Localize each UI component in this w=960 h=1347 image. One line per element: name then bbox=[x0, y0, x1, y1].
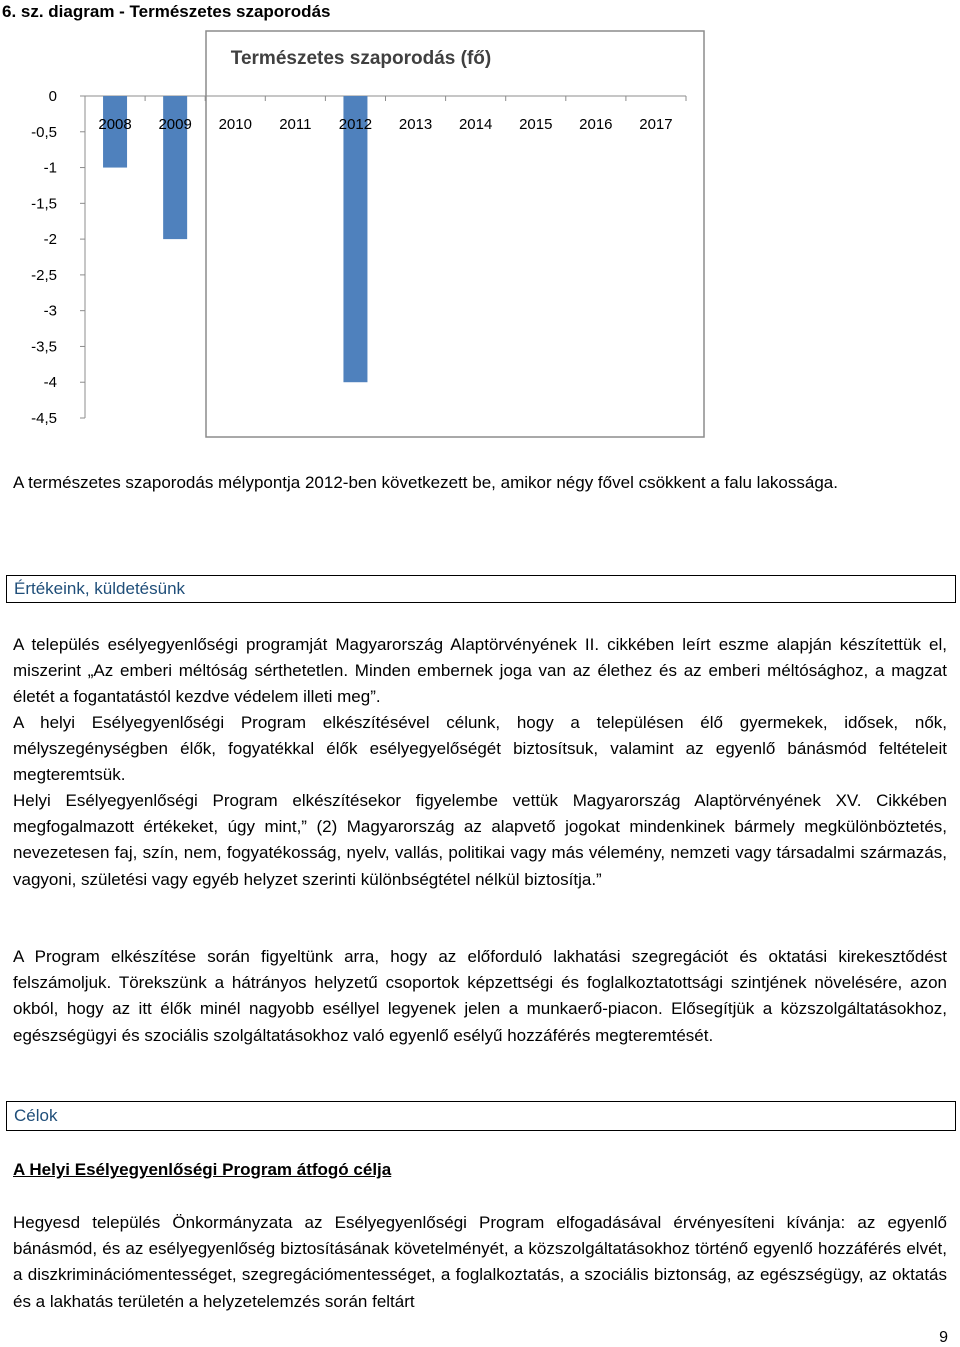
x-tick-label: 2009 bbox=[158, 116, 192, 133]
y-tick-label: 0 bbox=[48, 88, 57, 105]
y-tick-label: -3 bbox=[43, 302, 57, 320]
chart-border bbox=[206, 31, 704, 437]
paragraph-goal: A helyi Esélyegyenlőségi Program elkészítésével célunk, hogy a településen élő gyermekek, idősek, nők, mélyszegénységben élők, fogyatékkal élők esélyegyelőségét biztosítsuk, valamint az egyenlő bánásmód feltételeit megteremtsük. bbox=[13, 713, 947, 785]
x-tick-label: 2010 bbox=[218, 116, 252, 133]
x-tick-label: 2008 bbox=[98, 116, 132, 133]
goals-heading-box bbox=[6, 1101, 956, 1131]
x-tick-label: 2017 bbox=[639, 116, 673, 133]
x-tick-label: 2012 bbox=[338, 116, 373, 133]
page-number: 9 bbox=[939, 1329, 948, 1346]
paragraph-intro: A természetes szaporodás mélypontja 2012-ben következett be, amikor négy fővel csökkent a falu lakossága. bbox=[13, 473, 838, 492]
y-tick-label: -1 bbox=[43, 159, 57, 177]
x-tick-label: 2013 bbox=[398, 116, 433, 133]
natural-increase-chart bbox=[0, 28, 960, 443]
x-tick-label: 2015 bbox=[519, 116, 553, 133]
y-tick-label: -2 bbox=[43, 231, 57, 249]
x-tick-label: 2011 bbox=[279, 116, 312, 133]
y-tick-label: -3,5 bbox=[31, 338, 57, 356]
y-tick-label: -4 bbox=[43, 374, 57, 392]
paragraph-constitution: A település esélyegyenlőségi programját Magyarország Alaptörvényének II. cikkében leírt eszme alapján készítettük el, miszerint „Az emberi méltóság sérthetetlen. Minden embernek joga van az élethez és az emberi méltósághoz, a magzat életét a fogantatástól kezdve védelem illeti meg”. bbox=[13, 635, 947, 707]
goals-heading: Célok bbox=[14, 1106, 58, 1125]
y-tick-label: -1,5 bbox=[31, 195, 57, 213]
paragraph-program: A Program elkészítése során figyeltünk arra, hogy az előforduló lakhatási szegregációt és oktatási kirekesztődést felszámoljuk. Törekszünk a hátrányos helyzetű csoportok képzettségi és foglalkoztatottsági szintjének növelésére, azon okból, hogy az itt élők minél nagyobb eséllyel legyenek jelen a munkaerő-piacon. Elősegítjük a közszolgáltatásokhoz, egészségügyi és szociális szolgáltatásokhoz való egyenlő esélyű hozzáférés megteremtését. bbox=[13, 947, 947, 1045]
values-heading: Értékeink, küldetésünk bbox=[14, 579, 186, 598]
x-tick-label: 2016 bbox=[579, 116, 613, 133]
figure-caption: 6. sz. diagram - Természetes szaporodás bbox=[2, 2, 331, 21]
paragraph-overall-goal: Hegyesd település Önkormányzata az Esélyegyenlőségi Program elfogadásával érvényesíteni kívánja: az egyenlő bánásmód, és az esélyegyenlőség biztosításának követelményét, a közszolgáltatásokhoz történő egyenlő hozzáférés elvét, a diszkriminációmentességet, szegregációmentességet, a foglalkoztatás, a szociális biztonság, az egészségügy, az oktatás és a lakhatás területén a helyzetelemzés során feltárt bbox=[13, 1213, 947, 1311]
values-heading-box bbox=[6, 575, 956, 603]
y-tick-label: -0,5 bbox=[31, 123, 57, 141]
bar bbox=[343, 96, 367, 382]
paragraph-article-xv: Helyi Esélyegyenlőségi Program elkészítésekor figyelembe vettük Magyarország Alaptörvényének XV. Cikkében megfogalmazott értékeket, úgy mint,” (2) Magyarország az alapvető jogokat mindenkinek bármely megkülönböztetés, nevezetesen faj, szín, nem, fogyatékosság, nyelv, vallás, politikai vagy más vélemény, nemzeti vagy társadalmi származás, vagyoni, születési vagy egyéb helyzet szerinti különbségtétel nélkül biztosítja.” bbox=[13, 791, 947, 889]
overall-goal-heading: A Helyi Esélyegyenlőségi Program átfogó célja bbox=[13, 1160, 392, 1179]
chart-title: Természetes szaporodás (fő) bbox=[230, 48, 492, 69]
y-tick-label: -2,5 bbox=[31, 266, 57, 284]
y-tick-label: -4,5 bbox=[31, 410, 57, 427]
x-tick-label: 2014 bbox=[458, 116, 493, 133]
